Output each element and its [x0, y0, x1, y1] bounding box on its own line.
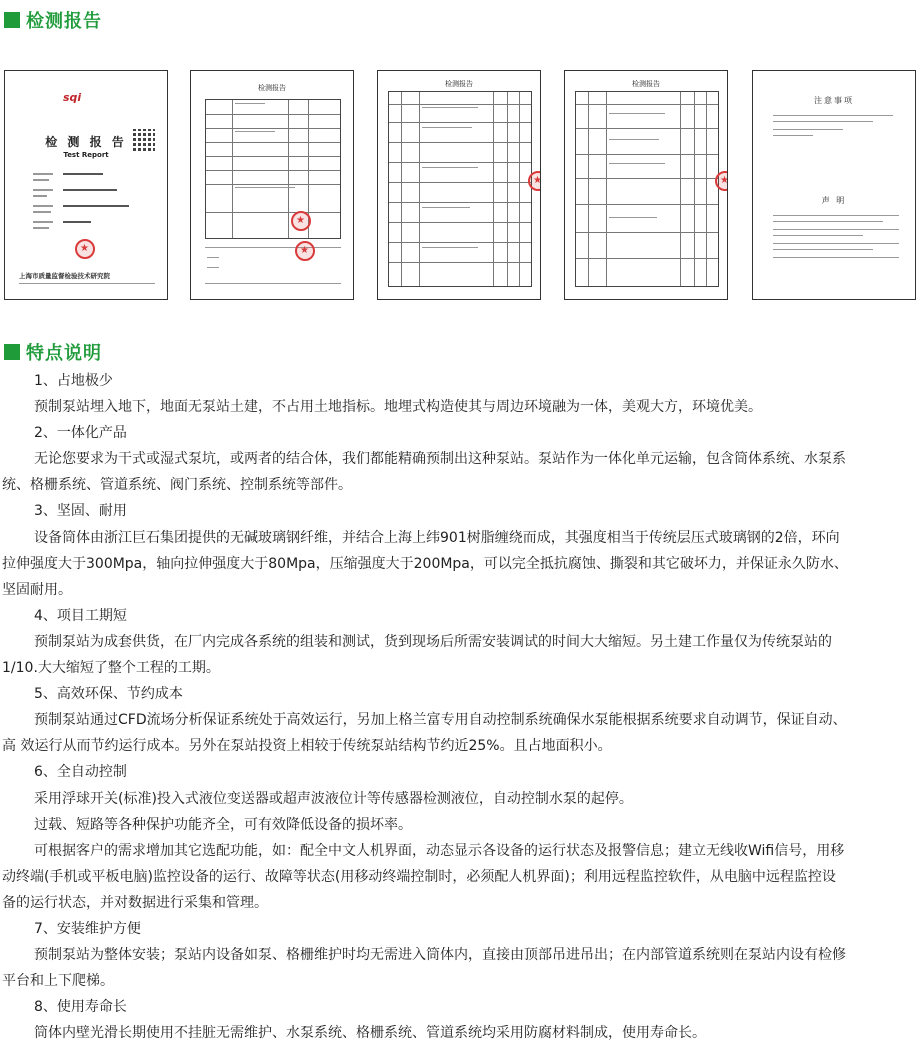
- red-seal-icon: [295, 241, 315, 261]
- report-detail-thumbnail-2[interactable]: [564, 70, 728, 300]
- report-gallery: [0, 70, 920, 302]
- feature-text: 过载、短路等各种保护功能齐全，可有效降低设备的损坏率。: [34, 816, 412, 833]
- features-list: [0, 368, 920, 1046]
- feature-text: 采用浮球开关(标准)投入式液位变送器或超声波液位计等传感器检测液位，自动控制水泵的起停。: [34, 790, 633, 807]
- cover-title: 检 测 报 告: [45, 135, 127, 149]
- feature-text: 坚固耐用。: [2, 581, 72, 598]
- report-notes-thumbnail[interactable]: [752, 70, 916, 300]
- feature-heading: 8、使用寿命长: [34, 999, 127, 1016]
- green-square-icon: [4, 12, 20, 28]
- feature-text: 平台和上下爬梯。: [2, 973, 114, 990]
- feature-text: 备的运行状态，并对数据进行采集和管理。: [2, 894, 268, 911]
- feature-text: 动终端(手机或平板电脑)监控设备的运行、故障等状态(用移动终端控制时，必须配人机界面)；利用远程监控软件，从电脑中远程监控设: [2, 868, 836, 885]
- report-form-table: [205, 99, 341, 239]
- feature-heading: 5、高效环保、节约成本: [34, 686, 183, 703]
- report-page-title: 检测报告: [632, 80, 660, 88]
- report-detail-thumbnail-1[interactable]: [377, 70, 541, 300]
- section-header-features: [4, 339, 102, 365]
- feature-text: 统、格栅系统、管道系统、阀门系统、控制系统等部件。: [2, 477, 352, 494]
- cover-footer: 上海市质量监督检验技术研究院: [19, 272, 110, 280]
- feature-text: 1/10.大大缩短了整个工程的工期。: [2, 660, 220, 677]
- feature-text: 无论您要求为干式或湿式泵坑，或两者的结合体，我们都能精确预制出这种泵站。泵站作为一体化单元运输，包含筒体系统、水泵系: [34, 451, 846, 468]
- feature-heading: 7、安装维护方便: [34, 920, 141, 937]
- report-detail-table: [575, 91, 719, 287]
- section-title: 特点说明: [26, 343, 102, 364]
- feature-text: 预制泵站埋入地下，地面无泵站土建，不占用土地指标。地埋式构造使其与周边环境融为一体，美观大方，环境优美。: [34, 399, 762, 416]
- report-page-title: 检测报告: [445, 80, 473, 88]
- green-square-icon: [4, 344, 20, 360]
- feature-text: 设备筒体由浙江巨石集团提供的无碱玻璃钢纤维，并结合上海上纬901树脂缠绕而成，其强度相当于传统层压式玻璃钢的2倍，环向: [34, 529, 840, 546]
- feature-heading: 2、一体化产品: [34, 425, 127, 442]
- cover-subtitle: Test Report: [63, 151, 109, 159]
- sqi-logo: sqi: [63, 91, 82, 104]
- feature-text: 预制泵站为整体安装；泵站内设备如泵、格栅维护时均无需进入筒体内，直接由顶部吊进吊出；在内部管道系统则在泵站内设有检修: [34, 947, 846, 964]
- red-seal-icon: [715, 171, 728, 191]
- report-summary-thumbnail[interactable]: [190, 70, 354, 300]
- report-detail-table: [388, 91, 532, 287]
- red-seal-icon: [75, 239, 95, 259]
- red-seal-icon: [528, 171, 541, 191]
- report-page-title: 检测报告: [258, 84, 286, 92]
- section-title: 检测报告: [26, 11, 102, 32]
- feature-heading: 4、项目工期短: [34, 607, 127, 624]
- feature-text: 高 效运行从而节约运行成本。另外在泵站投资上相较于传统泵站结构节约近25%。且占地面积小。: [2, 738, 612, 755]
- feature-text: 可根据客户的需求增加其它选配功能，如：配全中文人机界面，动态显示各设备的运行状态及报警信息；建立无线收Wifi信号，用移: [34, 842, 845, 859]
- feature-text: 预制泵站通过CFD流场分析保证系统处于高效运行，另加上格兰富专用自动控制系统确保水泵能根据系统要求自动调节，保证自动、: [34, 712, 847, 729]
- section-header-test-report: [4, 7, 102, 33]
- report-cover-thumbnail[interactable]: [4, 70, 168, 300]
- qr-code-icon: [133, 129, 155, 151]
- notes-title: 注意事项: [814, 96, 854, 105]
- feature-heading: 6、全自动控制: [34, 764, 127, 781]
- statement-title: 声 明: [821, 196, 847, 205]
- feature-heading: 3、坚固、耐用: [34, 503, 127, 520]
- feature-text: 筒体内壁光滑长期使用不挂脏无需维护、水泵系统、格栅系统、管道系统均采用防腐材料制成，使用寿命长。: [34, 1025, 706, 1042]
- feature-text: 预制泵站为成套供货，在厂内完成各系统的组装和测试，货到现场后所需安装调试的时间大大缩短。另土建工作量仅为传统泵站的: [34, 633, 832, 650]
- feature-heading: 1、占地极少: [34, 373, 113, 389]
- red-seal-icon: [291, 211, 311, 231]
- feature-text: 拉伸强度大于300Mpa，轴向拉伸强度大于80Mpa，压缩强度大于200Mpa，可以完全抵抗腐蚀、撕裂和其它破坏力，并保证永久防水、: [2, 555, 848, 572]
